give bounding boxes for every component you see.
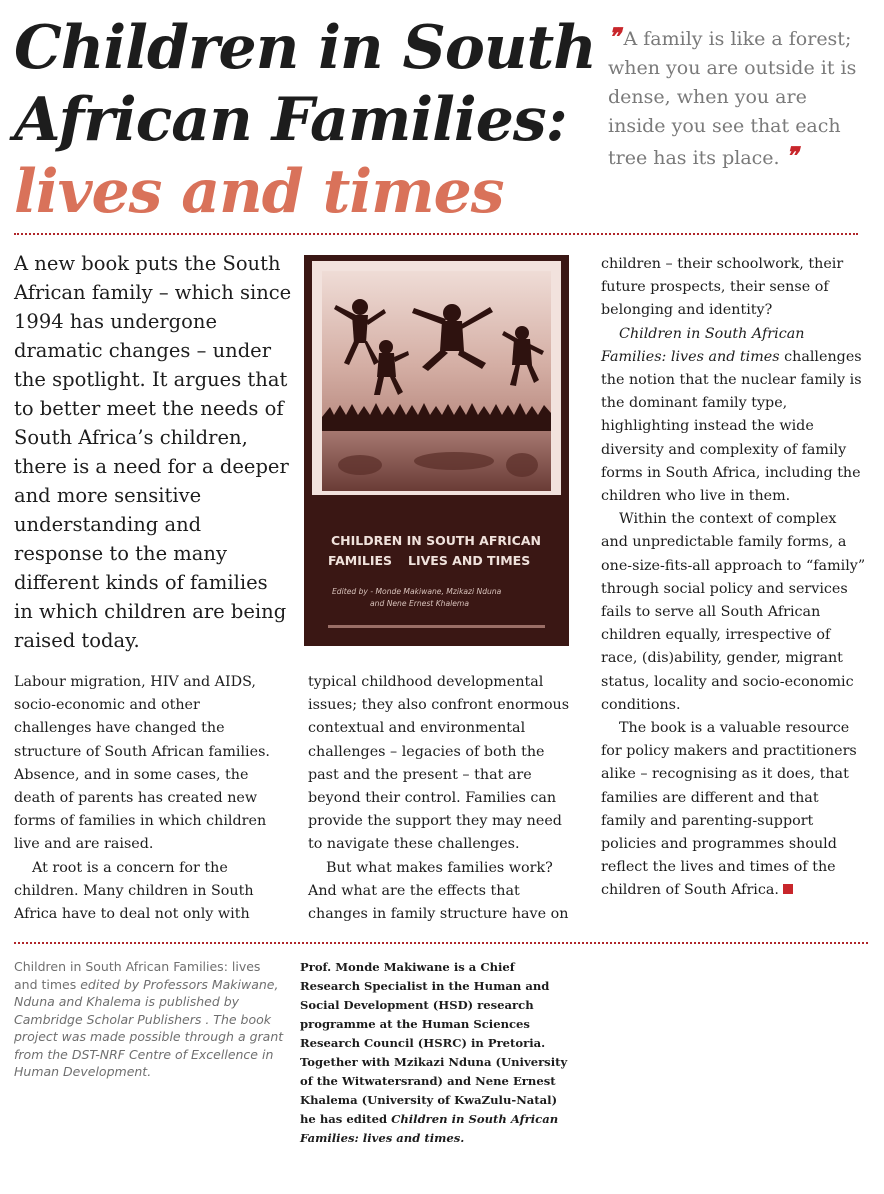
cover-editors-line-1: Edited by - Monde Makiwane, Mzikazi Nduna [332, 587, 502, 596]
title-line-3: lives and times [14, 157, 504, 227]
author-bio [300, 958, 572, 1148]
top-divider [14, 233, 858, 235]
pull-quote [608, 22, 868, 173]
bio-text: Prof. Monde Makiwane is a Chief Research Specialist in the Human and Social Development (HSD) research programme at the Human Sciences Research Council (HSRC) in Pretoria. Together with Mzikazi Nduna (University of the Witwatersrand) and Nene Ernest Khalema (University of KwaZulu-Natal) he has edited [300, 960, 568, 1126]
cover-title-line-2b: LIVES AND TIMES [408, 553, 531, 568]
column-1-paragraph-1: Labour migration, HIV and AIDS, socio-economic and other challenges have changed the structure of South African families. Absence, and in some cases, the death of parents has created new forms of families in which children live and are raised. [14, 674, 270, 853]
title-line-1: Children in South [14, 13, 596, 83]
column-3-paragraph-2-text: challenges the notion that the nuclear family is the dominant family type, highlighting instead the wide diversity and complexity of family forms in South Africa, including the children who live in them. [601, 348, 862, 505]
end-mark-icon [783, 884, 793, 894]
bottom-divider [14, 942, 868, 944]
book-cover-image [304, 255, 569, 646]
book-cover-art [304, 255, 569, 646]
pull-quote-text: A family is like a forest; when you are outside it is dense, when you are inside you see that each tree has its place. [608, 28, 857, 169]
column-2-paragraph-1: typical childhood developmental issues; they also confront enormous contextual and environmental challenges – legacies of both the past and the present – that are beyond their control. Families can provide the support they may need to navigate these challenges. [308, 674, 570, 853]
caption-text: edited by Professors Makiwane, Nduna and Khalema is published by Cambridge Scholar Publishers . The book project was made possible through a grant from the DST-NRF Centre of Excellence in Human Development. [14, 976, 284, 1079]
open-quote-icon: ❜❜ [608, 22, 618, 51]
book-title-italic: Children in South African Families: lives and times [601, 325, 805, 365]
caption-book-title: Children in South African Families: lives and times [14, 959, 261, 992]
column-3-paragraph-2 [601, 323, 867, 509]
column-3-paragraph-1: children – their schoolwork, their future prospects, their sense of belonging and identity? [601, 256, 844, 319]
column-1-paragraph-2: At root is a concern for the children. Many children in South Africa have to deal not only with [14, 859, 254, 923]
column-3 [601, 253, 867, 903]
column-2-paragraph-2: But what makes families work? And what are the effects that changes in family structure have on [308, 859, 569, 923]
column-3-paragraph-3: Within the context of complex and unpredictable family forms, a one-size-fits-all approach to “family” through social policy and services fails to serve all South African children equally, irrespective of race, (dis)ability, gender, migrant status, locality and socio-economic conditions. [601, 511, 866, 713]
column-2 [308, 671, 576, 926]
bio-book-title: Children in South African Families: lives and times. [300, 1112, 559, 1145]
cover-title-line-2a: FAMILIES [328, 553, 393, 568]
lead-paragraph: A new book puts the South African family – which since 1994 has undergone dramatic changes – under the spotlight. It argues that to better meet the needs of South Africa’s children, there is a need for a deeper and more sensitive understanding and response to the many different kinds of families in which children are being raised today. [14, 252, 292, 652]
title-line-2: African Families: [14, 85, 567, 155]
cover-title-line-1: CHILDREN IN SOUTH AFRICAN [331, 533, 541, 548]
cover-editors-line-2: and Nene Ernest Khalema [370, 599, 469, 608]
close-quote-icon: ❜❜ [785, 141, 796, 170]
book-caption [14, 958, 286, 1081]
column-3-paragraph-4 [601, 717, 867, 903]
column-3-paragraph-4-text: The book is a valuable resource for policy makers and practitioners alike – recognising as it does, that families are different and that family and parenting-support policies and programmes should reflect the lives and times of the children of South Africa. [601, 720, 857, 899]
column-1 [14, 671, 274, 926]
page-title [14, 12, 594, 228]
